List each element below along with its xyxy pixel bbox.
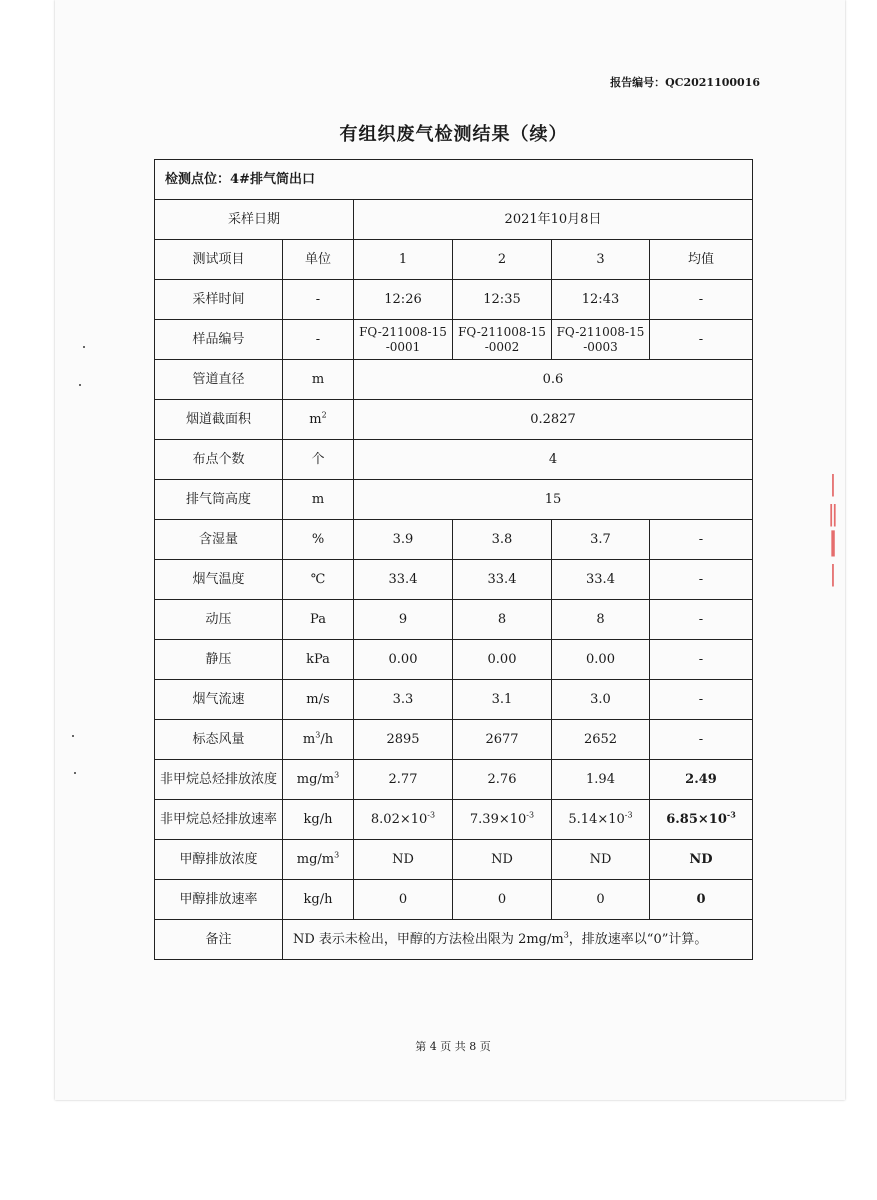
- table-row: [155, 320, 753, 360]
- cell: 3.0: [552, 680, 650, 720]
- cell: 12:43: [552, 280, 650, 320]
- scan-speck: [83, 346, 85, 348]
- cell: -: [650, 520, 753, 560]
- table-row: [155, 600, 753, 640]
- table-header-row: [155, 240, 753, 280]
- cell: FQ-211008-15 -0002: [453, 320, 552, 360]
- row-unit: $m^2$: [283, 400, 354, 440]
- cell-average: 2.49: [650, 760, 753, 800]
- row-label: 非甲烷总烃排放浓度: [155, 760, 283, 800]
- row-unit: kg/h: [283, 800, 354, 840]
- row-unit: $mg/m^3$: [283, 760, 354, 800]
- sampling-date-label: 采样日期: [155, 200, 354, 240]
- results-table: [154, 159, 753, 960]
- scan-speck: [74, 772, 76, 774]
- remark-label: 备注: [155, 920, 283, 960]
- column-header: 1: [354, 240, 453, 280]
- cell: 3.1: [453, 680, 552, 720]
- row-label: 采样时间: [155, 280, 283, 320]
- row-label: 样品编号: [155, 320, 283, 360]
- cell: 12:35: [453, 280, 552, 320]
- column-header: 测试项目: [155, 240, 283, 280]
- cell: 0: [453, 880, 552, 920]
- cell: 0.6: [354, 360, 753, 400]
- row-unit: %: [283, 520, 354, 560]
- row-label: 烟气流速: [155, 680, 283, 720]
- table-row: [155, 920, 753, 960]
- row-unit: $m^3/h$: [283, 720, 354, 760]
- cell: 3.9: [354, 520, 453, 560]
- cell: 33.4: [453, 560, 552, 600]
- cell: -: [650, 600, 753, 640]
- row-unit: m: [283, 360, 354, 400]
- cell: FQ-211008-15 -0001: [354, 320, 453, 360]
- cell: -: [650, 320, 753, 360]
- cell: ND: [354, 840, 453, 880]
- cell: 8: [453, 600, 552, 640]
- table-row: [155, 640, 753, 680]
- cell: 3.7: [552, 520, 650, 560]
- row-label: 管道直径: [155, 360, 283, 400]
- table-row: [155, 360, 753, 400]
- cell: $5.14\times 10^{-3}$: [552, 800, 650, 840]
- cell: 2895: [354, 720, 453, 760]
- cell: 2.76: [453, 760, 552, 800]
- row-label: 甲醇排放速率: [155, 880, 283, 920]
- cell: ND: [453, 840, 552, 880]
- table-row: [155, 200, 753, 240]
- cell-average: 0: [650, 880, 753, 920]
- row-unit: -: [283, 320, 354, 360]
- row-label: 静压: [155, 640, 283, 680]
- page-title: 有组织废气检测结果（续）: [339, 124, 568, 145]
- cell: 8: [552, 600, 650, 640]
- row-unit: 个: [283, 440, 354, 480]
- table-row: [155, 160, 753, 200]
- table-row: [155, 760, 753, 800]
- column-header: 均值: [650, 240, 753, 280]
- column-header: 单位: [283, 240, 354, 280]
- table-row: [155, 280, 753, 320]
- remark-text: ND 表示未检出，甲醇的方法检出限为 $2mg/m^3$，排放速率以“0”计算。: [283, 920, 753, 960]
- row-label: 烟道截面积: [155, 400, 283, 440]
- cell: 3.3: [354, 680, 453, 720]
- cell: 12:26: [354, 280, 453, 320]
- row-unit: $mg/m^3$: [283, 840, 354, 880]
- table-row: [155, 720, 753, 760]
- cell: -: [650, 280, 753, 320]
- table-row: [155, 440, 753, 480]
- row-label: 非甲烷总烃排放速率: [155, 800, 283, 840]
- cell: 2677: [453, 720, 552, 760]
- row-unit: kg/h: [283, 880, 354, 920]
- cell: 15: [354, 480, 753, 520]
- cell-average: $6.85\times 10^{-3}$: [650, 800, 753, 840]
- cell: ND: [552, 840, 650, 880]
- cell: 33.4: [354, 560, 453, 600]
- sampling-date-value: 2021年10月8日: [354, 200, 753, 240]
- row-label: 标态风量: [155, 720, 283, 760]
- row-unit: m/s: [283, 680, 354, 720]
- report-number: 报告编号：QC2021100016: [610, 76, 760, 89]
- cell: 33.4: [552, 560, 650, 600]
- cell: 0.00: [354, 640, 453, 680]
- row-label: 动压: [155, 600, 283, 640]
- cell: FQ-211008-15 -0003: [552, 320, 650, 360]
- row-unit: ℃: [283, 560, 354, 600]
- column-header: 3: [552, 240, 650, 280]
- table-row: [155, 480, 753, 520]
- cell: -: [650, 560, 753, 600]
- table-row: [155, 880, 753, 920]
- table-row: [155, 520, 753, 560]
- cell: -: [650, 720, 753, 760]
- row-label: 布点个数: [155, 440, 283, 480]
- cell: -: [650, 640, 753, 680]
- row-unit: kPa: [283, 640, 354, 680]
- cell: 4: [354, 440, 753, 480]
- cell: 3.8: [453, 520, 552, 560]
- table-row: [155, 560, 753, 600]
- row-unit: Pa: [283, 600, 354, 640]
- row-label: 含湿量: [155, 520, 283, 560]
- cell: 9: [354, 600, 453, 640]
- cell: $8.02\times 10^{-3}$: [354, 800, 453, 840]
- table-row: [155, 800, 753, 840]
- cell: 0.00: [552, 640, 650, 680]
- cell: -: [650, 680, 753, 720]
- scan-speck: [79, 384, 81, 386]
- cell-average: ND: [650, 840, 753, 880]
- table-row: [155, 400, 753, 440]
- column-header: 2: [453, 240, 552, 280]
- table-row: [155, 840, 753, 880]
- row-label: 甲醇排放浓度: [155, 840, 283, 880]
- cell: 0: [552, 880, 650, 920]
- cell: 0.00: [453, 640, 552, 680]
- cell: $7.39\times 10^{-3}$: [453, 800, 552, 840]
- cell: 0: [354, 880, 453, 920]
- row-unit: m: [283, 480, 354, 520]
- cell: 1.94: [552, 760, 650, 800]
- cell: 0.2827: [354, 400, 753, 440]
- row-unit: -: [283, 280, 354, 320]
- cell: 2.77: [354, 760, 453, 800]
- sampling-point: 检测点位：4#排气筒出口: [155, 160, 753, 200]
- scan-speck: [72, 735, 74, 737]
- row-label: 排气筒高度: [155, 480, 283, 520]
- row-label: 烟气温度: [155, 560, 283, 600]
- cell: 2652: [552, 720, 650, 760]
- seal-stamp-fragment: | ‖ ┃ |: [826, 472, 840, 587]
- page-number: 第 4 页 共 8 页: [415, 1040, 491, 1053]
- table-row: [155, 680, 753, 720]
